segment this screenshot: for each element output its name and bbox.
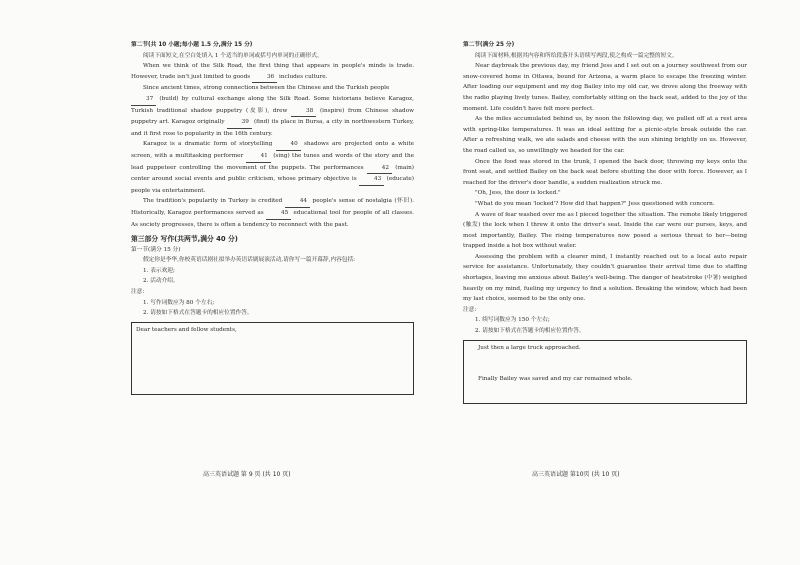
passage-paragraph: When we think of the Silk Road, the first thing that appears in people's minds is trade. However, trade isn't just limited to goods 36 includes culture. (131, 61, 414, 83)
story-paragraph: As the miles accumulated behind us, by noon the following day, we pulled off at a rest area with spring-like temperatures. It was an ideal setting for a picnic-style break outside the car. After a refreshing walk, we ate salads and cheese with the sun shining brightly on us. However, the road called us, so unwillingly we headed for the car. (463, 116, 747, 154)
passage-paragraph: Since ancient times, strong connections between the Chinese and the Turkish people 37 (build) by cultural exchange along the Silk Road. Some historians believe Karagoz, Turkish traditional shadow puppetry (皮影), drew 38 (inspire) from Chinese shadow puppetry art. Karagoz originally 39 (find) its place in Bursa, a city in northwestern Turkey, and it first rose to popularity in the 16th century. (131, 85, 414, 137)
section2-instructions: 阅读下面短文,在空白处填入 1 个适当的单词或括号内单词的正确形式。 (143, 52, 323, 59)
blank-42[interactable]: 42 (367, 163, 392, 175)
blank-45[interactable]: 45 (266, 208, 291, 220)
blank-40[interactable]: 40 (276, 139, 301, 151)
task-item: 2. 活动介绍。 (143, 278, 179, 285)
continuation-instructions: 阅读下面材料,根据其内容和所给段落开头语续写两段,使之构成一篇完整的短文。 (475, 52, 678, 59)
notes-label: 注意: (131, 289, 145, 296)
story-paragraph: "Oh, Jess, the door is locked." (475, 190, 561, 197)
right-column (463, 40, 747, 404)
section2-header: 第二节(共 10 小题;每小题 1.5 分,满分 15 分) (131, 42, 253, 48)
part3-title: 第三部分 写作(共两节,满分 40 分) (131, 235, 238, 244)
blank-44[interactable]: 44 (285, 196, 310, 208)
writing-answer-box[interactable] (131, 322, 414, 395)
note-item: 2. 请按如下格式在答题卡的相应位置作答。 (143, 310, 253, 317)
note-item: 1. 写作词数应为 80 个左右; (143, 299, 215, 306)
blank-38[interactable]: 38 (291, 106, 316, 118)
blank-36[interactable]: 36 (252, 72, 277, 84)
writing-task: 假定你是李华,你校英语话剧社拟举办英语话剧展演活动,请你写一篇开幕辞,内容包括: (143, 257, 356, 264)
note-item: 1. 续写词数应为 150 个左右; (475, 317, 550, 324)
story-paragraph: "What do you mean 'locked'? How did that happen?" Jess questioned with concern. (475, 200, 715, 207)
passage-paragraph: Karagoz is a dramatic form of storytelling 40 shadows are projected onto a white screen, with a multitasking performer 41 (sing) the tunes and words of the story and the lead puppeteer controlling the movement of the puppets. The performances 42 (main) center around social events and public criticism, whose primary objective is 43 (educate) people via entertainment. (131, 141, 414, 194)
box-salutation: Dear teachers and fellow students, (136, 326, 237, 333)
section2-header-right: 第二节(满分 25 分) (463, 42, 515, 48)
passage-paragraph: The tradition's popularity in Turkey is credited 44 people's sense of nostalgia (怀旧). Historically, Karagoz performances served as 45 educational tool for people of all classes. As society progresses, there is often a tendency to reconnect with the past. (131, 198, 414, 228)
part3-section1-header: 第一节(满分 15 分) (131, 246, 181, 253)
blank-43[interactable]: 43 (359, 174, 384, 186)
box-opening-line-2: Finally Bailey was saved and my car remained whole. (478, 375, 633, 382)
story-paragraph: A wave of fear washed over me as I pieced together the situation. The remote likely triggered (触发) the lock when I threw it onto the driver's seat. Inside the car were our purses, keys, and most importantly, Bailey. The rising temperatures now posed a serious threat to her—being trapped inside a hot box without water. (463, 211, 747, 250)
continuation-answer-box[interactable] (463, 340, 747, 404)
page-footer-left: 高三英语试题 第 9 页 (共 10 页) (203, 471, 291, 478)
left-column (131, 40, 414, 395)
box-opening-line-1: Just then a large truck approached. (478, 344, 581, 351)
task-item: 1. 表示欢迎; (143, 267, 175, 274)
blank-37[interactable]: 37 (131, 94, 156, 106)
story-paragraph: Once the food was stored in the trunk, I opened the back door, throwing my keys onto the front seat, and settled Bailey on the back seat before shutting the door with force. However, as I reached for the driver's door handle, a sudden realization struck me. (463, 158, 747, 186)
page-footer-right: 高三英语试题 第10页 (共 10 页) (532, 471, 620, 478)
blank-39[interactable]: 39 (227, 117, 252, 129)
story-paragraph: Near daybreak the previous day, my friend Jess and I set out on a journey southwest from our snow-covered home in Ottawa, bound for Arizona, a warm place to escape the freezing winter. After loading our equipment and my dog Bailey into my old car, we drove along the freeway with the radio playing lively tunes. Bailey, comfortably sitting on the back seat, added to the joy of the moment. Life couldn't have felt more perfect. (463, 63, 747, 112)
notes-label-right: 注意: (463, 306, 477, 313)
blank-41[interactable]: 41 (246, 151, 271, 163)
note-item: 2. 请按如下格式在答题卡的相应位置作答。 (475, 328, 585, 335)
story-paragraph: Assessing the problem with a clearer mind, I instantly reached out to a local auto repair service for assistance. Unfortunately, they couldn't guarantee their arrival time due to staffing shortages, leaving me anxious about Bailey's well-being. The danger of heatstroke (中暑) weighed heavily on my mind, fueling my urgency to find a solution. Breaking the window, which had been my last choice, seemed to be the only one. (463, 253, 747, 303)
